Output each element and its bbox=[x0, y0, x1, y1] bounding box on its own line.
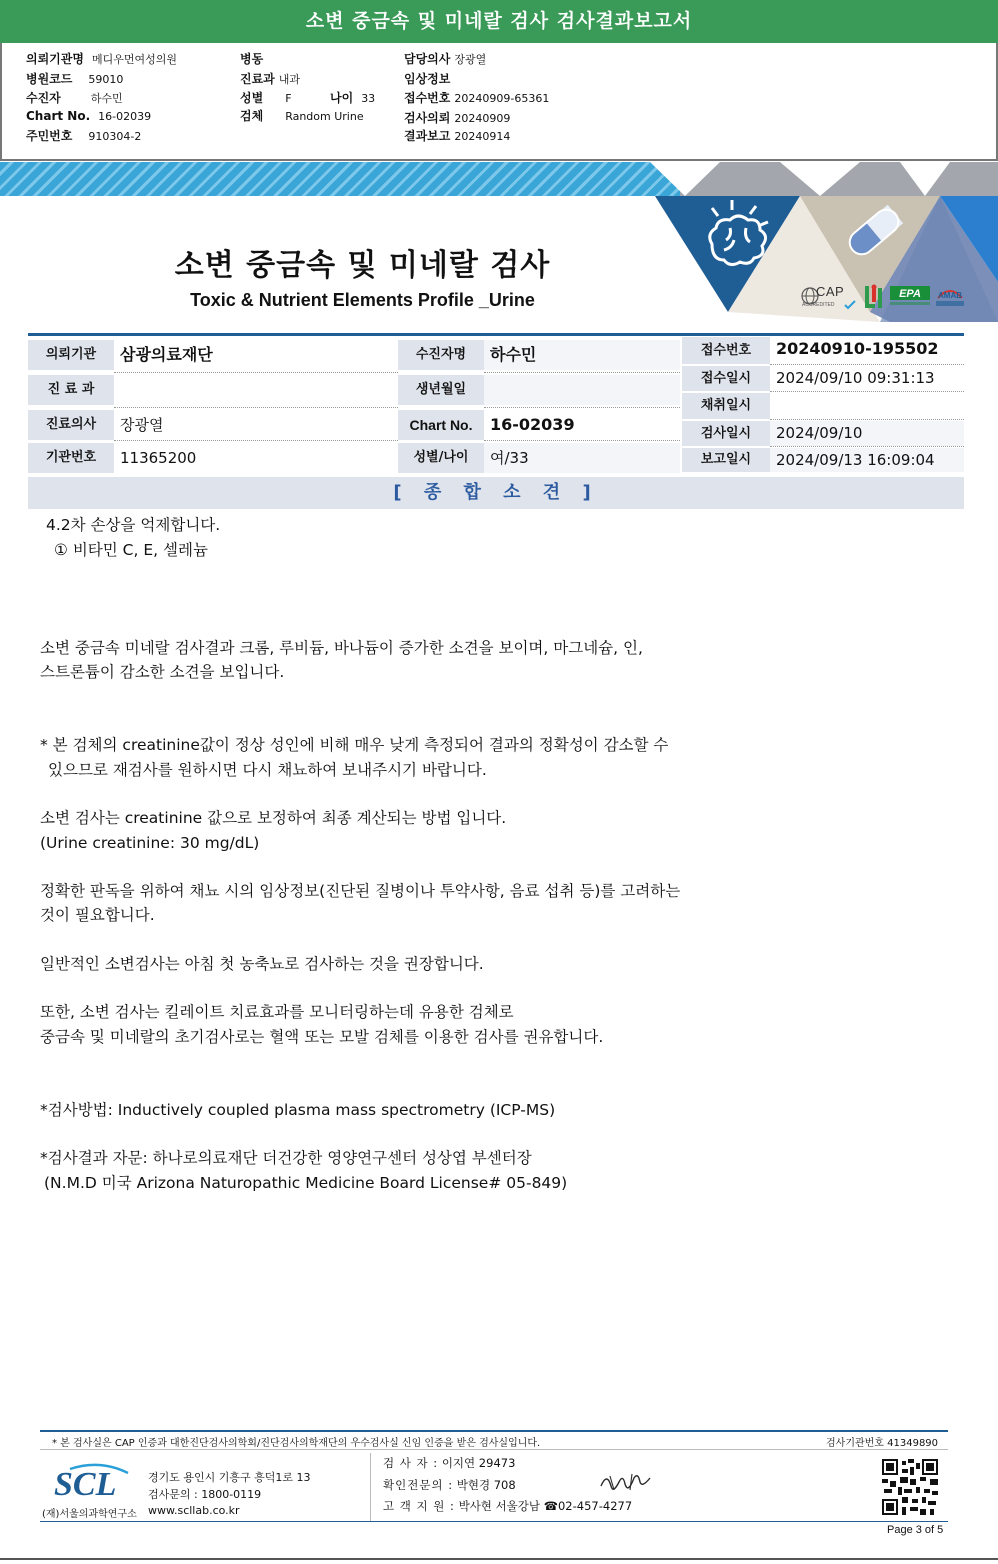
footer-divider bbox=[370, 1453, 371, 1521]
header-field-hospital-code: 병원코드 59010 bbox=[26, 72, 124, 86]
footer-divider bbox=[40, 1430, 948, 1432]
header-field-receipt-no: 접수번호 20240909-65361 bbox=[404, 91, 550, 105]
value-birth-date bbox=[484, 375, 680, 405]
body-line: (Urine creatinine: 30 mg/dL) bbox=[40, 834, 260, 852]
header-field-department: 진료과 내과 bbox=[240, 72, 301, 86]
header-field-doctor: 담당의사 장광열 bbox=[404, 52, 487, 66]
header-field-ward: 병동 bbox=[240, 52, 264, 66]
banner-subtitle: Toxic & Nutrient Elements Profile _Urine bbox=[190, 290, 535, 310]
value-chart-no: 16-02039 bbox=[490, 415, 575, 434]
qr-code-icon[interactable] bbox=[882, 1459, 938, 1515]
label-patient-name: 수진자명 bbox=[398, 340, 484, 370]
value-receipt-datetime: 2024/09/10 09:31:13 bbox=[776, 369, 935, 387]
header-field-request-date: 검사의뢰 20240909 bbox=[404, 111, 511, 125]
epa-logo bbox=[890, 284, 930, 308]
label-birth-date: 생년월일 bbox=[398, 375, 484, 405]
page-number: Page 3 of 5 bbox=[887, 1524, 944, 1536]
value-department bbox=[114, 375, 398, 405]
header-field-chart-no: Chart No. 16-02039 bbox=[26, 109, 152, 123]
label-test-datetime: 검사일시 bbox=[682, 421, 770, 446]
body-line: 것이 필요합니다. bbox=[40, 906, 155, 924]
header-field-age: 나이 33 bbox=[330, 91, 376, 105]
label-collection-datetime: 채취일시 bbox=[682, 393, 770, 419]
body-line: 소변 중금속 미네랄 검사결과 크롬, 루비듐, 바나듐이 증가한 소견을 보이며, 마그네슘, 인, bbox=[40, 639, 643, 657]
body-line: * 본 검체의 creatinine값이 정상 성인에 비해 매우 낮게 측정되어 결과의 정확성이 감소할 수 bbox=[40, 736, 669, 754]
label-department: 진 료 과 bbox=[28, 375, 114, 405]
amab-logo bbox=[934, 284, 966, 310]
svg-text:AMAB: AMAB bbox=[938, 291, 962, 300]
body-line: 중금속 및 미네랄의 초기검사로는 혈액 또는 모발 검체를 이용한 검사를 권유합니다. bbox=[40, 1028, 604, 1046]
label-report-datetime: 보고일시 bbox=[682, 448, 770, 472]
footer-org-number: 검사기관번호 41349890 bbox=[826, 1438, 939, 1449]
signature-icon bbox=[598, 1470, 654, 1496]
body-line: (N.M.D 미국 Arizona Naturopathic Medicine Board License# 05-849) bbox=[44, 1174, 568, 1192]
body-line: 있으므로 재검사를 원하시면 다시 채뇨하여 보내주시기 바랍니다. bbox=[48, 761, 487, 779]
header-field-patient: 수진자 하수민 bbox=[26, 91, 123, 105]
scl-logo bbox=[50, 1461, 130, 1503]
body-line: 또한, 소변 검사는 킬레이트 치료효과를 모니터링하는데 유용한 검체로 bbox=[40, 1003, 514, 1021]
value-test-datetime: 2024/09/10 bbox=[770, 421, 964, 446]
report-banner bbox=[0, 162, 998, 322]
header-field-clinical-info: 임상정보 bbox=[404, 72, 451, 86]
lab-website[interactable]: www.scllab.co.kr bbox=[148, 1504, 240, 1517]
value-sex-age: 여/33 bbox=[484, 443, 680, 473]
page-border bbox=[0, 1558, 998, 1560]
body-line: 정확한 판독을 위하여 채뇨 시의 임상정보(진단된 질병이나 투약사항, 음료 섭취 등)를 고려하는 bbox=[40, 882, 681, 900]
cap-accredited-logo: CAP ACCREDITED bbox=[800, 284, 858, 312]
patient-info-table bbox=[28, 333, 964, 473]
summary-section-title: [ 종 합 소 견 ] bbox=[28, 477, 964, 509]
label-requesting-org: 의뢰기관 bbox=[28, 340, 114, 370]
value-collection-datetime bbox=[770, 393, 964, 419]
body-line: 스트론튬이 감소한 소견을 보입니다. bbox=[40, 663, 285, 681]
label-receipt-no: 접수번호 bbox=[682, 337, 770, 364]
lab-phone: 검사문의 : 1800-0119 bbox=[148, 1488, 262, 1501]
lab-org-name: (재)서울의과학연구소 bbox=[42, 1509, 137, 1520]
label-org-number: 기관번호 bbox=[28, 443, 114, 473]
label-receipt-datetime: 접수일시 bbox=[682, 366, 770, 391]
tester: 검 사 자 : 이지연 29473 bbox=[383, 1456, 516, 1470]
svg-text:EPA: EPA bbox=[899, 288, 921, 300]
header-field-report-date: 결과보고 20240914 bbox=[404, 129, 511, 143]
footer-accreditation-note: * 본 검사실은 CAP 인증과 대한진단검사의학회/진단검사의학재단의 우수검사실 신임 인증을 받은 검사실입니다. bbox=[52, 1438, 541, 1449]
value-org-number: 11365200 bbox=[120, 449, 197, 467]
confirming-specialist: 확인전문의 : 박현경 708 bbox=[383, 1478, 516, 1492]
value-requesting-org: 삼광의료재단 bbox=[120, 345, 213, 364]
value-receipt-no: 20240910-195502 bbox=[776, 339, 939, 358]
value-doctor: 장광열 bbox=[120, 416, 164, 434]
label-sex-age: 성별/나이 bbox=[398, 443, 484, 473]
report-header-title: 소변 중금속 및 미네랄 검사 검사결과보고서 bbox=[0, 0, 998, 43]
body-line: ① 비타민 C, E, 셀레늄 bbox=[54, 541, 208, 559]
footer-divider bbox=[40, 1449, 948, 1450]
label-doctor: 진료의사 bbox=[28, 410, 114, 440]
body-line: *검사방법: Inductively coupled plasma mass spectrometry (ICP-MS) bbox=[40, 1101, 556, 1119]
header-field-specimen: 검체 Random Urine bbox=[240, 109, 364, 123]
header-field-requesting-clinic: 의뢰기관명 메디우먼여성의원 bbox=[26, 52, 177, 66]
value-report-datetime: 2024/09/13 16:09:04 bbox=[770, 448, 964, 472]
body-line: 4.2차 손상을 억제합니다. bbox=[46, 516, 221, 534]
svg-text:SCL: SCL bbox=[54, 1466, 117, 1503]
footer-divider bbox=[40, 1521, 948, 1522]
customer-support: 고 객 지 원 : 박사현 서울강남 ☎02-457-4277 bbox=[383, 1499, 633, 1513]
value-patient-name: 하수민 bbox=[484, 340, 680, 370]
header-field-sex: 성별 F bbox=[240, 91, 292, 105]
lm-accreditation-logo bbox=[864, 284, 886, 310]
lab-address: 경기도 용인시 기흥구 흥덕1로 13 bbox=[148, 1471, 311, 1484]
label-chart-no: Chart No. bbox=[398, 410, 484, 440]
body-line: *검사결과 자문: 하나로의료재단 더건강한 영양연구센터 성상엽 부센터장 bbox=[40, 1149, 532, 1167]
banner-title: 소변 중금속 및 미네랄 검사 bbox=[174, 248, 551, 283]
report-header-info bbox=[0, 43, 998, 161]
body-line: 일반적인 소변검사는 아침 첫 농축뇨로 검사하는 것을 권장합니다. bbox=[40, 955, 484, 973]
body-line: 소변 검사는 creatinine 값으로 보정하여 최종 계산되는 방법 입니다. bbox=[40, 809, 507, 827]
header-field-resident-no: 주민번호 910304-2 bbox=[26, 129, 142, 143]
check-icon bbox=[844, 300, 856, 310]
